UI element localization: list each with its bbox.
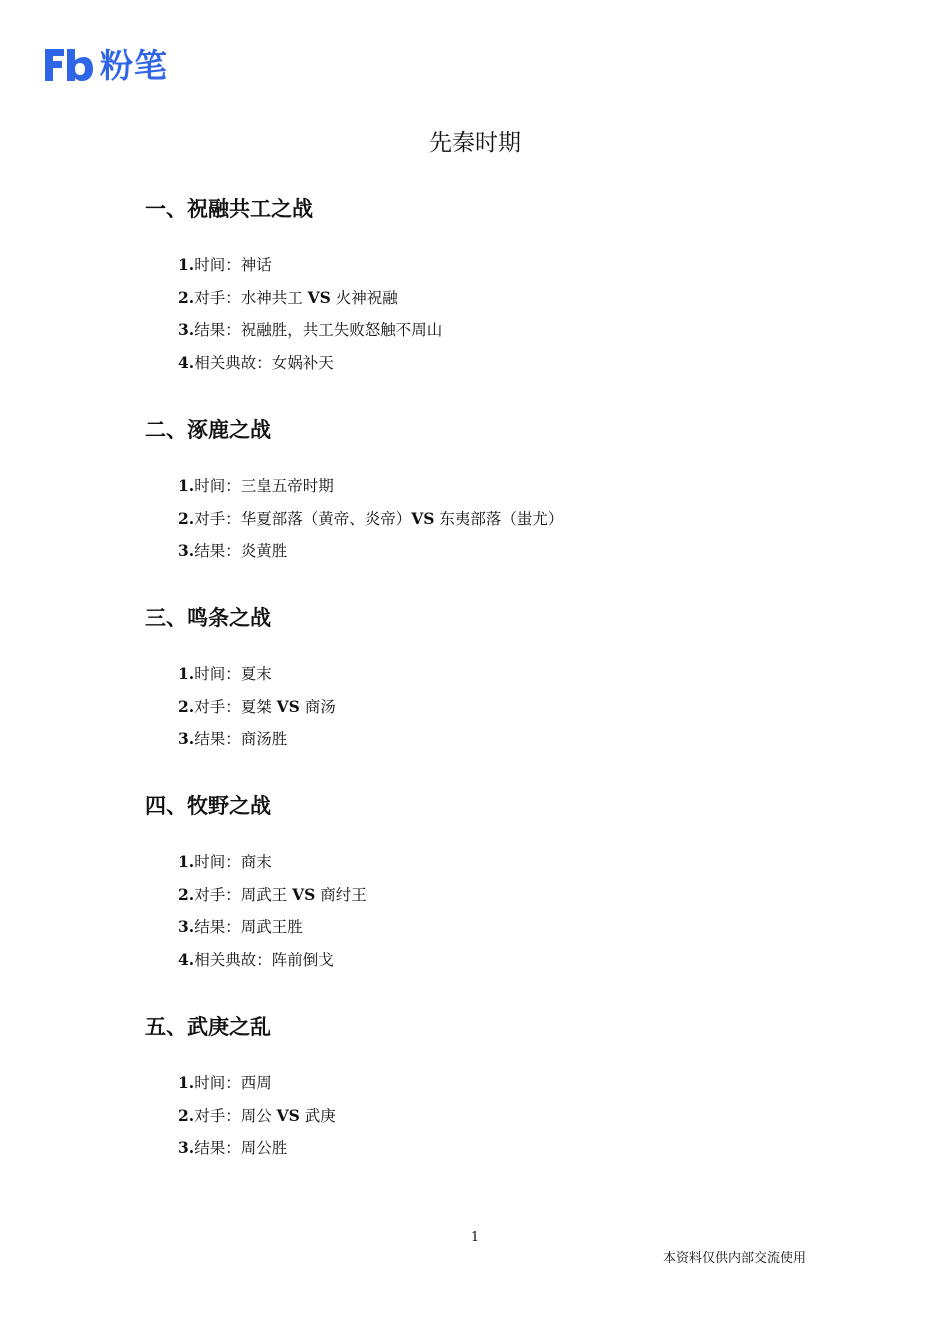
item-number: 2. bbox=[178, 1105, 195, 1125]
item-list bbox=[145, 1075, 336, 1173]
section bbox=[145, 1016, 336, 1173]
page-number: 1 bbox=[470, 1230, 480, 1245]
footer-note: 本资料仅供内部交流使用 bbox=[662, 1251, 806, 1266]
item-number: 2. bbox=[178, 696, 195, 716]
item-text: 对手：周武王 VS 商纣王 bbox=[194, 884, 367, 904]
section-heading: 三、鸣条之战 bbox=[145, 605, 271, 630]
list-item bbox=[178, 949, 367, 985]
brand-logo bbox=[42, 40, 168, 87]
list-item bbox=[178, 854, 367, 887]
list-item bbox=[178, 884, 367, 920]
item-text: 相关典故：阵前倒戈 bbox=[194, 950, 334, 969]
item-text: 结果：炎黄胜 bbox=[194, 542, 288, 560]
item-number: 2. bbox=[178, 287, 195, 307]
section-heading: 四、牧野之战 bbox=[145, 793, 271, 818]
versus-label: VS bbox=[276, 1105, 300, 1125]
section bbox=[145, 795, 367, 984]
item-list bbox=[145, 257, 442, 387]
list-item bbox=[178, 1075, 336, 1108]
list-item bbox=[178, 1140, 336, 1173]
section-heading: 一、祝融共工之战 bbox=[145, 196, 313, 221]
list-item bbox=[178, 322, 442, 355]
list-item bbox=[178, 919, 367, 952]
list-item bbox=[178, 287, 442, 323]
item-number: 1. bbox=[178, 852, 195, 871]
list-item bbox=[178, 478, 563, 511]
page-title: 先秦时期 bbox=[429, 130, 521, 156]
logo-text: 粉笔 bbox=[100, 46, 168, 85]
list-item bbox=[178, 352, 442, 388]
item-number: 3. bbox=[178, 1138, 195, 1157]
section bbox=[145, 607, 336, 764]
versus-label: VS bbox=[411, 508, 435, 528]
versus-label: VS bbox=[307, 287, 331, 307]
item-number: 1. bbox=[178, 1073, 195, 1092]
list-item bbox=[178, 696, 336, 732]
item-list bbox=[145, 666, 336, 764]
item-text: 对手：周公 VS 武庚 bbox=[194, 1105, 336, 1125]
item-text: 对手：夏桀 VS 商汤 bbox=[194, 696, 336, 716]
list-item bbox=[178, 666, 336, 699]
item-number: 3. bbox=[178, 541, 195, 560]
item-number: 2. bbox=[178, 884, 195, 904]
list-item bbox=[178, 543, 563, 576]
item-text: 对手：水神共工 VS 火神祝融 bbox=[194, 287, 398, 307]
section-heading: 二、涿鹿之战 bbox=[145, 417, 271, 442]
item-text: 时间：夏末 bbox=[194, 665, 272, 683]
item-text: 结果：周公胜 bbox=[194, 1139, 288, 1157]
versus-label: VS bbox=[276, 696, 300, 716]
item-text: 时间：三皇五帝时期 bbox=[194, 477, 334, 495]
section bbox=[145, 198, 442, 387]
item-text: 时间：商末 bbox=[194, 853, 272, 871]
item-text: 结果：商汤胜 bbox=[194, 730, 288, 748]
item-number: 3. bbox=[178, 917, 195, 936]
item-number: 1. bbox=[178, 664, 195, 683]
item-text: 对手：华夏部落（黄帝、炎帝）VS 东夷部落（蚩尤） bbox=[194, 508, 564, 528]
list-item bbox=[178, 508, 564, 544]
item-number: 4. bbox=[178, 352, 195, 372]
item-number: 2. bbox=[178, 508, 195, 528]
item-list bbox=[145, 478, 563, 576]
item-text: 时间：神话 bbox=[194, 256, 272, 274]
list-item bbox=[178, 257, 442, 290]
item-number: 3. bbox=[178, 729, 195, 748]
versus-label: VS bbox=[292, 884, 316, 904]
item-number: 1. bbox=[178, 255, 195, 274]
item-text: 结果：周武王胜 bbox=[194, 918, 303, 936]
item-number: 3. bbox=[178, 320, 195, 339]
section-heading: 五、武庚之乱 bbox=[145, 1014, 271, 1039]
item-number: 1. bbox=[178, 476, 195, 495]
fb-logo-icon bbox=[42, 45, 94, 83]
item-text: 相关典故：女娲补天 bbox=[194, 353, 334, 372]
item-number: 4. bbox=[178, 949, 195, 969]
item-list bbox=[145, 854, 367, 984]
item-text: 结果：祝融胜，共工失败怒触不周山 bbox=[194, 321, 443, 339]
section bbox=[145, 419, 563, 576]
item-text: 时间：西周 bbox=[194, 1074, 272, 1092]
list-item bbox=[178, 731, 336, 764]
list-item bbox=[178, 1105, 336, 1141]
